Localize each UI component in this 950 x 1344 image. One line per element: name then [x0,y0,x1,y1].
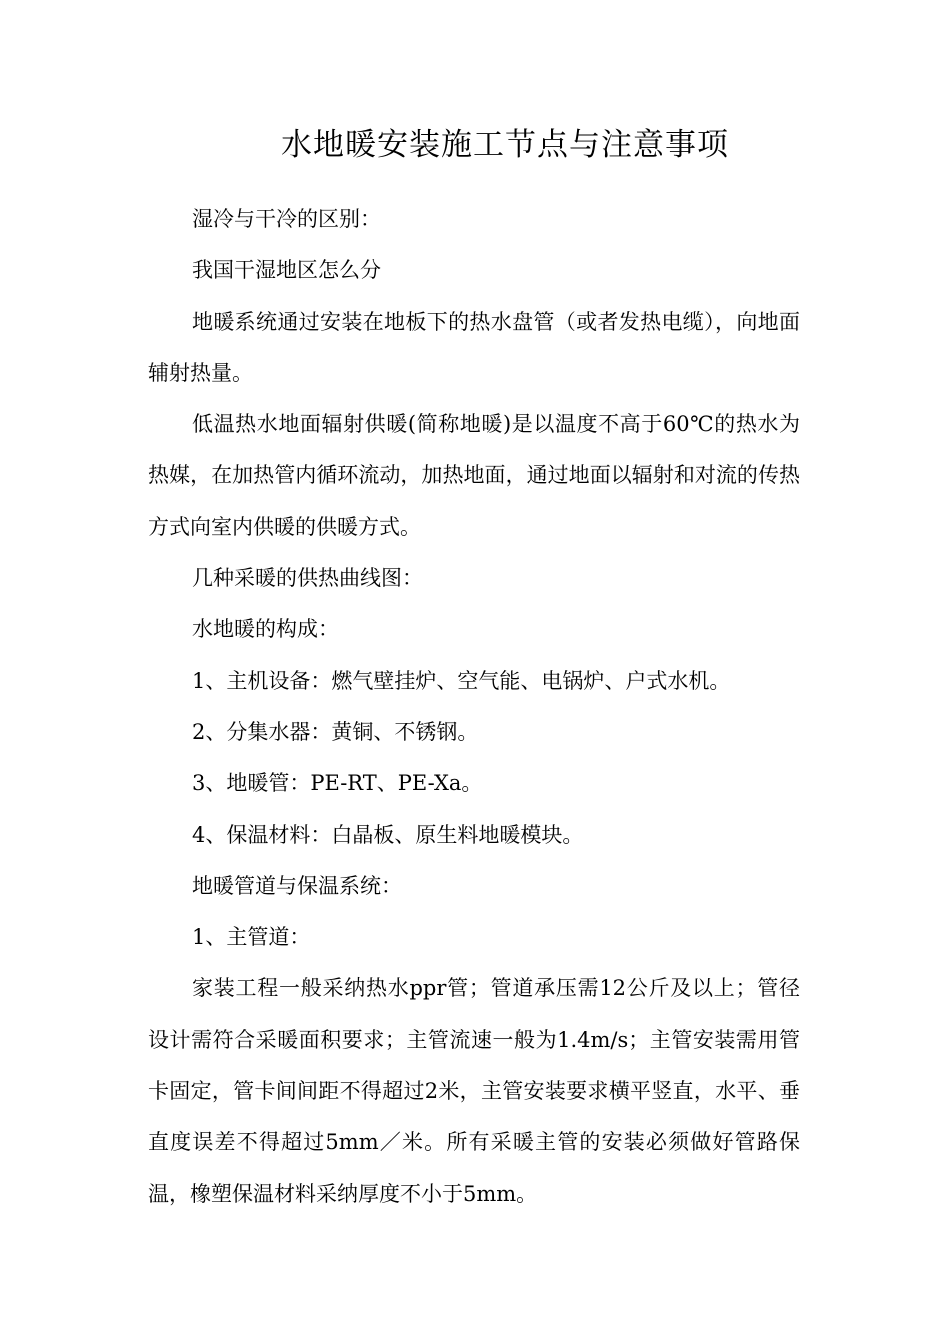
list-item-host-equipment: 1、主机设备：燃气壁挂炉、空气能、电锅炉、户式水机。 [192,668,731,693]
list-item-heating-pipe: 3、地暖管：PE-RT、PE-Xa。 [192,771,483,796]
paragraph-pipe-insulation-heading: 地暖管道与保温系统： [192,873,402,898]
paragraph-dry-wet-regions: 我国干湿地区怎么分 [192,258,381,283]
document-body [148,194,800,1220]
paragraph-main-pipe-details: 家装工程一般采纳热水ppr管；管道承压需12公斤及以上；管径设计需符合采暖面积要求；主管流速一般为1.4m/s；主管安装需用管卡固定，管卡间间距不得超过2米，主管安装要求横平竖直，水平、垂直度误差不得超过5mm／米。所有采暖主管的安装必须做好管路保温，橡塑保温材料采纳厚度不小于5mm。 [148,976,800,1206]
paragraph-floor-heating-intro: 地暖系统通过安装在地板下的热水盘管（或者发热电缆），向地面辅射热量。 [148,309,800,385]
list-item-main-pipe: 1、主管道： [192,925,311,950]
paragraph-composition-heading: 水地暖的构成： [192,617,339,642]
list-item-insulation: 4、保温材料：白晶板、原生料地暖模块。 [192,822,584,847]
paragraph-low-temp-radiant-heating: 低温热水地面辐射供暖(简称地暖)是以温度不高于60℃的热水为热媒，在加热管内循环流动，加热地面，通过地面以辐射和对流的传热方式向室内供暖的供暖方式。 [148,412,800,539]
paragraph-heating-curves: 几种采暖的供热曲线图： [192,566,423,591]
document-title: 水地暖安装施工节点与注意事项 [281,127,729,163]
list-item-manifold: 2、分集水器：黄铜、不锈钢。 [192,719,479,744]
paragraph-humid-vs-dry-cold: 湿冷与干冷的区别： [192,207,381,231]
